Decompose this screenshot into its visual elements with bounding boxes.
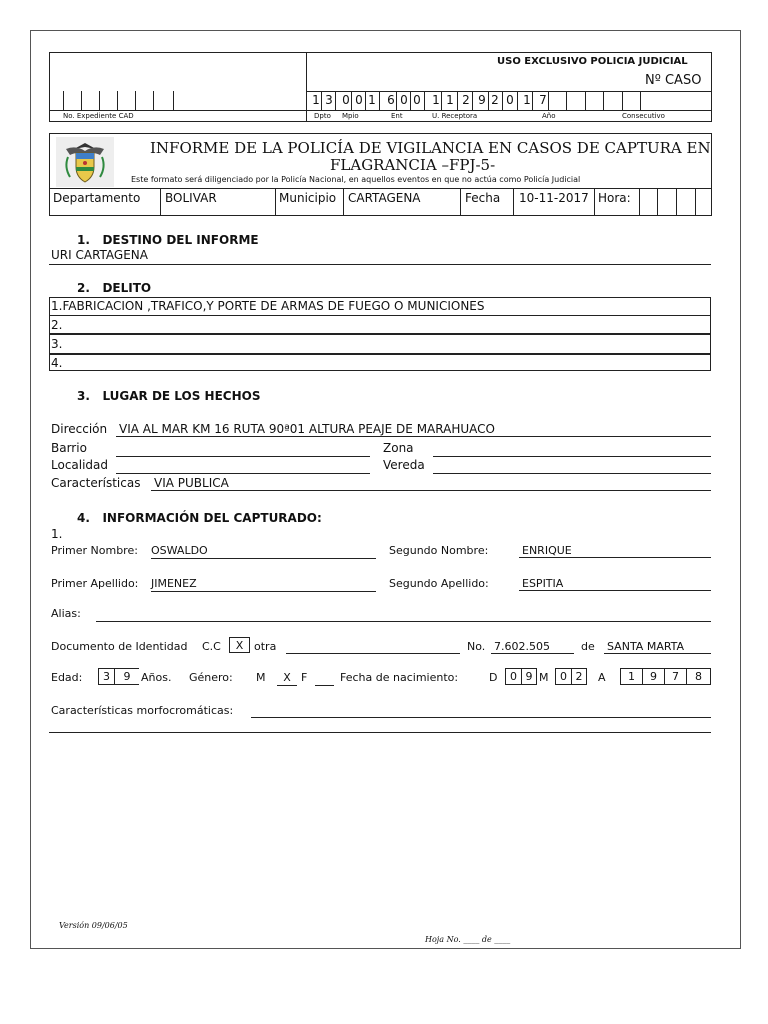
case-number-label: Nº CASO bbox=[645, 73, 702, 88]
birth-day-digit: 0 bbox=[505, 668, 521, 685]
birth-month-digit: 0 bbox=[555, 668, 571, 685]
anio-label: Año bbox=[542, 112, 556, 120]
vereda-field bbox=[433, 460, 711, 474]
m-label: M bbox=[256, 671, 266, 684]
header-divider bbox=[306, 52, 307, 122]
consecutivo-label: Consecutivo bbox=[622, 112, 665, 120]
edad-label: Edad: bbox=[51, 671, 83, 684]
version-label: Versión 09/06/05 bbox=[59, 921, 128, 930]
dpto-label: Dpto bbox=[314, 112, 331, 120]
year-label: A bbox=[598, 671, 606, 684]
date-label: Fecha bbox=[465, 191, 501, 205]
captured-index: 1. bbox=[51, 527, 63, 541]
birth-year-digit: 1 bbox=[620, 668, 642, 685]
case-digit: 1 bbox=[312, 93, 320, 107]
de-label: de bbox=[581, 640, 595, 653]
title-line-1: INFORME DE LA POLICÍA DE VIGILANCIA EN CASOS DE CAPTURA EN bbox=[150, 139, 711, 157]
direccion-field: VIA AL MAR KM 16 RUTA 90ª01 ALTURA PEAJE DE MARAHUACO bbox=[116, 422, 711, 437]
time-label: Hora: bbox=[598, 191, 631, 205]
segundo-nombre-label: Segundo Nombre: bbox=[389, 544, 489, 557]
dept-label: Departamento bbox=[53, 191, 141, 205]
expediente-cells bbox=[63, 91, 173, 110]
case-digit: 0 bbox=[413, 93, 421, 107]
genero-f-field[interactable] bbox=[315, 671, 334, 686]
section-2-title: 2. DELITO bbox=[77, 281, 152, 295]
section-4-title: 4. INFORMACIÓN DEL CAPTURADO: bbox=[77, 511, 322, 525]
date-value: 10-11-2017 bbox=[519, 191, 589, 205]
dept-value: BOLIVAR bbox=[165, 191, 217, 205]
segundo-apellido-label: Segundo Apellido: bbox=[389, 577, 489, 590]
vereda-label: Vereda bbox=[383, 458, 425, 472]
primer-apellido-field: JIMENEZ bbox=[151, 577, 376, 592]
delito-row-line bbox=[49, 353, 711, 355]
edad-digit: 3 bbox=[98, 668, 114, 685]
case-digit: 0 bbox=[400, 93, 408, 107]
zona-label: Zona bbox=[383, 441, 414, 455]
segundo-apellido-field: ESPITIA bbox=[519, 577, 711, 591]
otra-label: otra bbox=[254, 640, 277, 653]
anios-label: Años. bbox=[141, 671, 172, 684]
title-line-2: FLAGRANCIA –FPJ-5- bbox=[330, 156, 496, 174]
destino-underline bbox=[49, 264, 711, 265]
mpio-label: Mpio bbox=[342, 112, 359, 120]
genero-label: Género: bbox=[189, 671, 233, 684]
cc-checkbox[interactable]: X bbox=[229, 637, 250, 653]
case-digit: 1 bbox=[523, 93, 531, 107]
case-digit: 1 bbox=[368, 93, 376, 107]
exclusive-label: USO EXCLUSIVO POLICIA JUDICIAL bbox=[497, 56, 688, 67]
morfo-field bbox=[251, 705, 711, 718]
no-label: No. bbox=[467, 640, 486, 653]
birth-year-digit: 7 bbox=[664, 668, 686, 685]
case-digit: 2 bbox=[462, 93, 470, 107]
genero-m-field[interactable]: X bbox=[277, 671, 297, 686]
caracteristicas-label: Características bbox=[51, 476, 141, 490]
header-hline-2 bbox=[49, 110, 712, 111]
section-1-title: 1. DESTINO DEL INFORME bbox=[77, 233, 259, 247]
zona-field bbox=[433, 443, 711, 457]
alias-field bbox=[96, 608, 711, 622]
alias-label: Alias: bbox=[51, 607, 81, 620]
caracteristicas-field: VIA PUBLICA bbox=[151, 476, 711, 491]
doc-label: Documento de Identidad bbox=[51, 640, 188, 653]
primer-apellido-label: Primer Apellido: bbox=[51, 577, 139, 590]
doc-place-field: SANTA MARTA bbox=[604, 640, 711, 654]
delito-row: 2. bbox=[51, 318, 63, 332]
primer-nombre-label: Primer Nombre: bbox=[51, 544, 138, 557]
mun-value: CARTAGENA bbox=[348, 191, 421, 205]
delito-row: 4. bbox=[51, 356, 63, 370]
edad-digit: 9 bbox=[114, 668, 139, 685]
nacimiento-label: Fecha de nacimiento: bbox=[340, 671, 459, 684]
hoja-label: Hoja No. ____ de ____ bbox=[425, 935, 511, 944]
doc-number-field: 7.602.505 bbox=[491, 640, 574, 654]
receptora-label: U. Receptora bbox=[432, 112, 478, 120]
localidad-field bbox=[116, 460, 370, 474]
localidad-label: Localidad bbox=[51, 458, 109, 472]
expediente-label: No. Expediente CAD bbox=[63, 112, 134, 120]
birth-year-digit: 9 bbox=[642, 668, 664, 685]
segundo-nombre-field: ENRIQUE bbox=[519, 544, 711, 558]
morfo-second-line bbox=[49, 732, 711, 733]
case-digit: 3 bbox=[325, 93, 333, 107]
case-digit: 1 bbox=[446, 93, 454, 107]
case-digit: 1 bbox=[432, 93, 440, 107]
delito-row: 3. bbox=[51, 337, 63, 351]
otra-field bbox=[286, 640, 460, 654]
morfo-label: Características morfocromáticas: bbox=[51, 704, 234, 717]
direccion-label: Dirección bbox=[51, 422, 108, 436]
case-digit: 9 bbox=[478, 93, 486, 107]
title-note: Este formato será diligenciado por la Policía Nacional, en aquellos eventos en que no actúa como Policía Judicial bbox=[131, 175, 581, 184]
birth-year-digit: 8 bbox=[686, 668, 711, 685]
barrio-label: Barrio bbox=[51, 441, 87, 455]
month-label: M bbox=[539, 671, 549, 684]
destino-value: URI CARTAGENA bbox=[51, 248, 148, 262]
delito-row-line bbox=[49, 333, 711, 335]
cc-label: C.C bbox=[202, 640, 221, 653]
coat-of-arms-icon bbox=[56, 137, 114, 187]
ent-label: Ent bbox=[391, 112, 403, 120]
day-label: D bbox=[489, 671, 498, 684]
delito-row: 1.FABRICACION ,TRAFICO,Y PORTE DE ARMAS DE FUEGO O MUNICIONES bbox=[51, 299, 485, 313]
section-3-title: 3. LUGAR DE LOS HECHOS bbox=[77, 389, 261, 403]
case-digit-separators bbox=[310, 91, 710, 110]
case-digit: 0 bbox=[506, 93, 514, 107]
case-digit: 0 bbox=[342, 93, 350, 107]
birth-day-digit: 9 bbox=[521, 668, 537, 685]
delito-row-line bbox=[49, 315, 711, 316]
birth-month-digit: 2 bbox=[571, 668, 587, 685]
barrio-field bbox=[116, 443, 370, 457]
case-digit: 0 bbox=[355, 93, 363, 107]
mun-label: Municipio bbox=[279, 191, 337, 205]
f-label: F bbox=[301, 671, 308, 684]
primer-nombre-field: OSWALDO bbox=[151, 544, 376, 559]
case-digit: 2 bbox=[491, 93, 499, 107]
case-digit: 6 bbox=[387, 93, 395, 107]
case-digit: 7 bbox=[539, 93, 547, 107]
